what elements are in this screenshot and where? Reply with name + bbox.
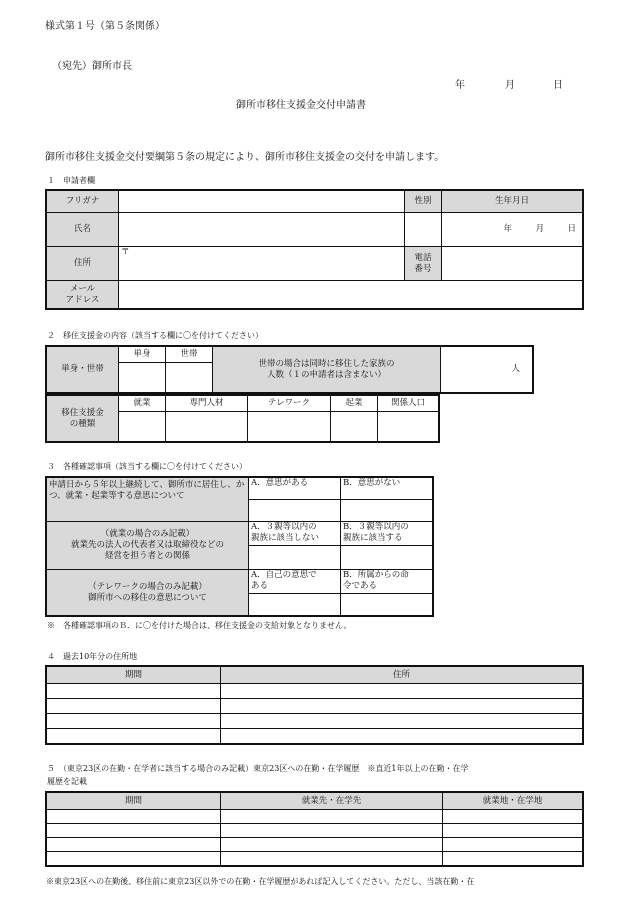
household-label: 世帯 [166, 347, 213, 363]
form-number: 様式第１号（第５条関係） [45, 21, 165, 32]
phone-field[interactable] [442, 247, 583, 281]
q3-option-b: B．所属からの命 令である [341, 570, 433, 594]
q2-a-cell[interactable] [249, 546, 341, 570]
email-field[interactable] [119, 281, 583, 309]
email-label: メール アドレス [47, 281, 119, 309]
location-cell[interactable] [443, 810, 583, 824]
persons-unit: 人 [511, 364, 520, 374]
period-cell[interactable] [47, 699, 221, 714]
table-row [47, 810, 583, 824]
birth-day-label: 日 [567, 224, 576, 234]
household-count-field[interactable] [441, 347, 533, 393]
address-cell[interactable] [221, 729, 583, 744]
birth-month-label: 月 [535, 224, 545, 234]
q2-label: （就業の場合のみ記載） 就業先の法人の代表者又は取締役などの 経営を担う者との関係 [47, 522, 249, 570]
tokyo-location-header: 就業地・在学地 [443, 793, 583, 810]
type-related-population-cell[interactable] [378, 412, 439, 442]
furigana-field[interactable] [119, 191, 405, 213]
address-cell[interactable] [221, 684, 583, 699]
tokyo-workplace-header: 就業先・在学先 [221, 793, 443, 810]
name-label: 氏名 [47, 213, 119, 247]
address-cell[interactable] [221, 714, 583, 729]
type-employment-cell[interactable] [119, 412, 166, 442]
location-cell[interactable] [443, 838, 583, 852]
q2-option-a: A．３親等以内の 親族に該当しない [249, 522, 341, 546]
name-field[interactable] [119, 213, 405, 247]
support-type-label: 移住支援金 の種類 [47, 396, 119, 442]
q3-option-a: A．自己の意思で ある [249, 570, 341, 594]
table-row [47, 714, 583, 729]
gender-field[interactable] [405, 213, 442, 247]
type-startup-cell[interactable] [331, 412, 378, 442]
workplace-cell[interactable] [221, 852, 443, 866]
type-startup-label: 起業 [331, 396, 378, 412]
single-checkbox-cell[interactable] [119, 363, 166, 393]
furigana-label: フリガナ [47, 191, 119, 213]
workplace-cell[interactable] [221, 838, 443, 852]
support-type-table [46, 395, 439, 442]
q2-b-cell[interactable] [341, 546, 433, 570]
q3-label: （テレワークの場合のみ記載） 御所市への移住の意思について [47, 570, 249, 616]
section3-heading: ３ 各種確認事項（該当する欄に〇を付けてください） [47, 462, 247, 471]
q1-option-a: A．意思がある [249, 478, 341, 500]
q1-label: 申請日から５年以上継続して、御所市に居住し、かつ、就業・起業等する意思について [47, 478, 249, 522]
q1-a-cell[interactable] [249, 500, 341, 522]
section1-heading: １ 申請者欄 [47, 176, 95, 185]
table-row [47, 684, 583, 699]
applicant-table [46, 190, 583, 309]
location-cell[interactable] [443, 824, 583, 838]
table-row [47, 699, 583, 714]
type-telework-label: テレワーク [248, 396, 331, 412]
tokyo-period-header: 期間 [47, 793, 221, 810]
type-employment-label: 就業 [119, 396, 166, 412]
q1-option-b: B．意思がない [341, 478, 433, 500]
single-label: 単身 [119, 347, 166, 363]
birth-year-label: 年 [503, 224, 513, 234]
form-title: 御所市移住支援金交付申請書 [236, 100, 366, 111]
phone-label: 電話 番号 [405, 247, 442, 281]
history-period-header: 期間 [47, 667, 221, 684]
period-cell[interactable] [47, 852, 221, 866]
confirmation-note: ※ 各種確認事項のＢ．に〇を付けた場合は、移住支援金の支給対象となりません。 [47, 621, 352, 630]
single-household-label: 単身・世帯 [47, 347, 119, 393]
type-specialist-label: 専門人材 [166, 396, 248, 412]
intro-text: 御所市移住支援金交付要綱第５条の規定により、御所市移住支援金の交付を申請します。 [45, 152, 445, 163]
type-specialist-cell[interactable] [166, 412, 248, 442]
date-day-label: 日 [553, 80, 563, 91]
type-telework-cell[interactable] [248, 412, 331, 442]
table-row [47, 824, 583, 838]
household-note: 世帯の場合は同時に移住した家族の 人数（１の申請者は含まない） [213, 347, 441, 393]
address-history-table [46, 666, 583, 744]
gender-label: 性別 [405, 191, 442, 213]
period-cell[interactable] [47, 684, 221, 699]
tokyo-history-table [46, 792, 583, 866]
period-cell[interactable] [47, 838, 221, 852]
support-content-table-upper [46, 346, 533, 393]
address-field[interactable] [119, 247, 405, 281]
table-row [47, 729, 583, 744]
table-row [47, 852, 583, 866]
history-address-header: 住所 [221, 667, 583, 684]
location-cell[interactable] [443, 852, 583, 866]
type-related-population-label: 関係人口 [378, 396, 439, 412]
birthdate-field[interactable] [442, 213, 583, 247]
section5-footnote: ※東京23区への在勤後、移住前に東京23区以外での在勤・在学履歴があれば記入してください。ただし、当該在勤・在 [46, 877, 475, 886]
addressee: （宛先）御所市長 [52, 61, 132, 72]
table-row [47, 838, 583, 852]
period-cell[interactable] [47, 714, 221, 729]
section2-heading: ２ 移住支援金の内容（該当する欄に〇を付けてください） [47, 331, 263, 340]
household-checkbox-cell[interactable] [166, 363, 213, 393]
section5-heading-line2: 履歴を記載 [47, 777, 87, 786]
confirmation-table [46, 477, 433, 616]
q1-b-cell[interactable] [341, 500, 433, 522]
address-label: 住所 [47, 247, 119, 281]
period-cell[interactable] [47, 729, 221, 744]
date-month-label: 月 [505, 80, 515, 91]
workplace-cell[interactable] [221, 810, 443, 824]
workplace-cell[interactable] [221, 824, 443, 838]
postal-mark: 〒 [121, 247, 130, 257]
date-year-label: 年 [455, 80, 465, 91]
address-cell[interactable] [221, 699, 583, 714]
q3-a-cell[interactable] [249, 594, 341, 616]
section4-heading: ４ 過去10年分の住所地 [47, 652, 138, 661]
period-cell[interactable] [47, 810, 221, 824]
q2-option-b: B．３親等以内の 親族に該当する [341, 522, 433, 546]
q3-b-cell[interactable] [341, 594, 433, 616]
period-cell[interactable] [47, 824, 221, 838]
section5-heading-line1: ５ （東京23区の在勤・在学者に該当する場合のみ記載）東京23区への在勤・在学履歴 ※直近1年以上の在勤・在学 [47, 764, 469, 773]
birthdate-label: 生年月日 [442, 191, 583, 213]
